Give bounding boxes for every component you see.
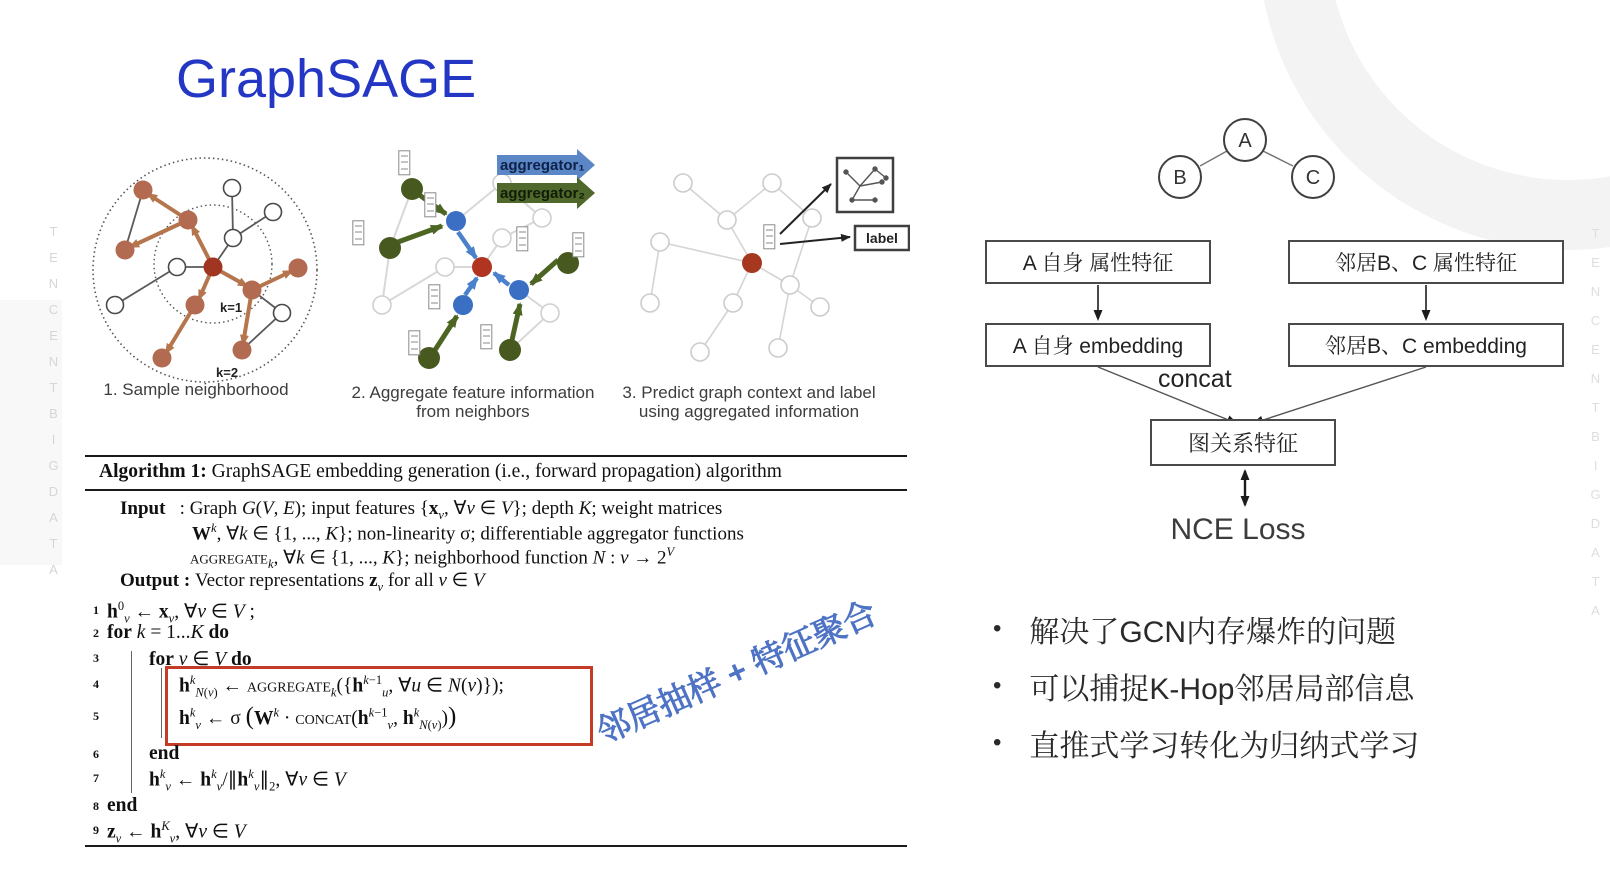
figure-panel-predict xyxy=(622,158,909,421)
input-line1: Graph G(V, E); input features {$x_v$, ∀v ∈ V}; depth K; weight matrices xyxy=(189,498,723,522)
algorithm-input-line2: $W^k$, ∀k ∈ {1, ..., K}; non-linearity σ; differentiable aggregator functions xyxy=(192,521,744,545)
panel3-faint-nodes xyxy=(641,174,829,361)
k2-label: k=2 xyxy=(216,365,239,380)
arrow-to-label xyxy=(780,237,850,244)
algorithm-line-8: end xyxy=(107,795,138,816)
watermark-left: TENCENTBIGDATA xyxy=(46,224,61,588)
output-text: Vector representations $z_v$ for all v ∈ V xyxy=(194,570,485,594)
panel2-center-node xyxy=(472,257,492,277)
bullet-list xyxy=(993,600,1419,771)
line-number: 4 xyxy=(93,677,99,691)
algorithm-line-6: end xyxy=(149,743,180,764)
list-item xyxy=(993,600,1419,657)
node-a-label: A xyxy=(1238,130,1252,152)
bullet-dot: • xyxy=(993,728,1002,756)
bullet-text: 解决了GCN内存爆炸的问题 xyxy=(1029,615,1397,649)
aggregator1-label: aggregator₁ xyxy=(500,157,585,174)
loop-scope-guide-inner xyxy=(161,668,162,738)
output-label: Output : xyxy=(120,570,191,591)
algorithm-mid-rule xyxy=(85,489,907,491)
panel2-caption-line1: 2. Aggregate feature information xyxy=(351,383,595,402)
input-colon: : xyxy=(179,498,185,519)
concat-label: concat xyxy=(1158,365,1232,393)
bullet-dot: • xyxy=(993,614,1002,642)
algorithm-title-bold: Algorithm 1: xyxy=(99,461,207,482)
line-number: 7 xyxy=(93,771,99,785)
k1-label: k=1 xyxy=(220,300,243,315)
algorithm-title xyxy=(99,461,782,483)
line-number: 1 xyxy=(93,603,99,617)
algorithm-line-7: $h^k_v$ ← $h^k_v/\parallel h^k_v\parallel_2$, ∀v ∈ V xyxy=(149,767,346,794)
algorithm-line-3: for v ∈ V do xyxy=(149,649,252,670)
algorithm-line-9: $z_v$ ← $h^K_v$, ∀v ∈ V xyxy=(107,819,246,846)
panel2-caption-line2: from neighbors xyxy=(416,402,530,421)
algorithm-bottom-rule xyxy=(85,845,907,847)
panel2-faint-edges xyxy=(382,183,550,350)
box-self-embedding: A 自身 embedding xyxy=(985,323,1211,367)
box-neighbor-attr: 邻居B、C 属性特征 xyxy=(1288,240,1564,284)
box-self-attr: A 自身 属性特征 xyxy=(985,240,1211,284)
panel3-faint-edges xyxy=(650,183,820,352)
concat-line-right xyxy=(1254,367,1426,423)
line-number: 9 xyxy=(93,823,99,837)
algorithm-line-4: $h^k_{N(v)}$ ← $aggregate_k(\{h^{k-1}_u$, ∀u ∈ N(v)}); xyxy=(179,673,504,700)
figure-panel-aggregate xyxy=(352,149,595,421)
panel1-caption: 1. Sample neighborhood xyxy=(103,380,289,399)
edge-a-b xyxy=(1200,151,1227,166)
node-b xyxy=(1159,156,1201,198)
algorithm-input-row xyxy=(120,497,722,523)
line-number: 2 xyxy=(93,626,99,640)
algorithm-input-line3: aggregate$_k$, ∀k ∈ {1, ..., K}; neighborhood function N : $v \to 2^V$ xyxy=(190,545,675,572)
aggregator2-label: aggregator₂ xyxy=(500,185,586,202)
line-number: 3 xyxy=(93,651,99,665)
node-b-label: B xyxy=(1173,167,1187,189)
algorithm-line-2: for k = 1...K do xyxy=(107,622,230,643)
panel3-caption-line2: using aggregated information xyxy=(638,402,860,421)
watermark-right: TENCENTBIGDATA xyxy=(1588,226,1603,632)
node-c-label: C xyxy=(1305,167,1321,189)
node-a xyxy=(1224,119,1266,161)
box-neighbor-embedding: 邻居B、C embedding xyxy=(1288,323,1564,367)
label-box-text: label xyxy=(866,230,898,246)
algorithm-title-rest: GraphSAGE embedding generation (i.e., forward propagation) algorithm xyxy=(206,461,782,482)
algorithm-line-5: $h^k_v$ ← σ ($W^k$ · $concat(h^{k-1}_v$, $h^k_{N(v)}$)) xyxy=(179,703,457,732)
page-title: GraphSAGE xyxy=(176,49,477,109)
line-number: 6 xyxy=(93,747,99,761)
graphsage-figure xyxy=(80,142,910,438)
arrow-to-context xyxy=(780,184,831,234)
algorithm-top-rule xyxy=(85,455,907,457)
label-box xyxy=(855,226,909,250)
aggregator-legend xyxy=(497,149,595,209)
line-number: 5 xyxy=(93,709,99,723)
figure-panel-sample-neighborhood xyxy=(93,158,317,399)
panel1-center-node xyxy=(204,258,223,277)
list-item xyxy=(993,714,1419,771)
algorithm-line-1: $h^0_v$ ← $x_v$, ∀v ∈ V ; xyxy=(107,599,255,626)
line-number: 8 xyxy=(93,799,99,813)
panel3-caption-line1: 3. Predict graph context and label xyxy=(622,383,876,402)
list-item xyxy=(993,657,1419,714)
algorithm-output-row xyxy=(120,569,485,595)
panel1-gray-edges xyxy=(115,188,282,350)
bullet-text: 直推式学习转化为归纳式学习 xyxy=(1029,729,1420,763)
edge-a-c xyxy=(1263,151,1293,166)
input-label: Input xyxy=(120,498,166,519)
panel3-center-node xyxy=(742,253,762,273)
panel3-feature-vector xyxy=(764,225,775,249)
box-graph-feature: 图关系特征 xyxy=(1150,419,1336,466)
nce-loss-label: NCE Loss xyxy=(1170,513,1306,546)
bullet-text: 可以捕捉K-Hop邻居局部信息 xyxy=(1029,672,1415,706)
node-c xyxy=(1292,156,1334,198)
bullet-dot: • xyxy=(993,671,1002,699)
loop-scope-guide-outer xyxy=(131,651,132,793)
annotation-neighbor-sampling: 邻居抽样 + 特征聚合 xyxy=(591,593,882,751)
graph-context-box xyxy=(837,158,893,212)
